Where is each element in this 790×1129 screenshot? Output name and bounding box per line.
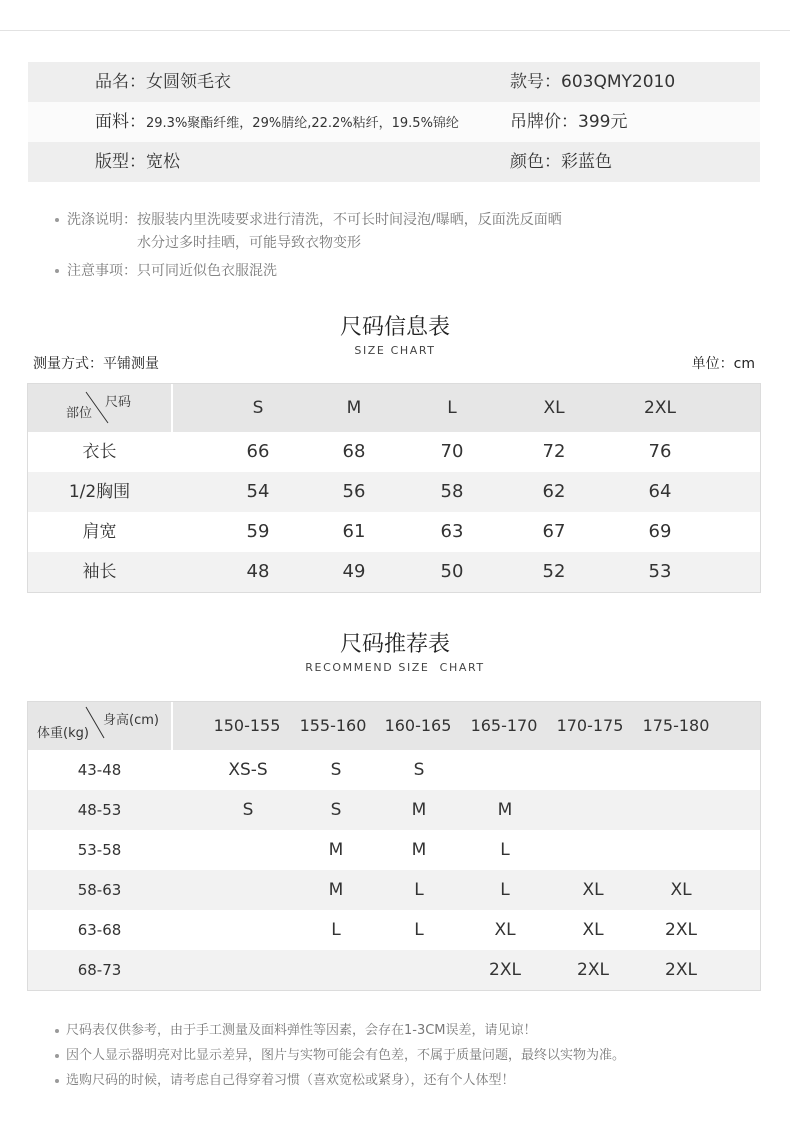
table-cell: M xyxy=(328,840,344,860)
table-row xyxy=(28,750,760,790)
table-cell: L xyxy=(414,920,424,940)
table-row xyxy=(28,790,760,830)
care-note-washing-text: 按服装内里洗唛要求进行清洗，不可长时间浸泡/曝晒，反面洗反面晒 xyxy=(137,212,562,228)
table-cell: 54 xyxy=(246,481,270,502)
table-cell: 52 xyxy=(542,561,566,582)
height-header: 170-175 xyxy=(556,716,624,735)
size-header: L xyxy=(447,398,457,418)
table-cell: 49 xyxy=(342,561,366,582)
height-header: 155-160 xyxy=(299,716,367,735)
recommend-chart-header-row xyxy=(28,702,760,750)
fit-value: 宽松 xyxy=(146,152,180,172)
table-cell: 70 xyxy=(440,441,464,462)
product-info-row xyxy=(28,62,760,102)
size-chart-header-row xyxy=(28,384,760,432)
fabric xyxy=(95,102,459,144)
table-row xyxy=(28,432,760,472)
table-cell: XL xyxy=(494,920,516,940)
table-cell: 48 xyxy=(246,561,270,582)
table-cell: L xyxy=(500,840,510,860)
corner-label-size: 尺码 xyxy=(105,395,132,410)
table-row xyxy=(28,830,760,870)
table-row xyxy=(28,950,760,990)
table-cell: 50 xyxy=(440,561,464,582)
table-cell: M xyxy=(411,840,427,860)
size-chart-table xyxy=(27,383,761,593)
tag-price-value: 399元 xyxy=(578,112,628,132)
care-note-caution-label: 注意事项： xyxy=(67,263,137,279)
recommend-chart-corner-cell xyxy=(28,702,173,750)
table-cell: 67 xyxy=(542,521,566,542)
size-chart-title: 尺码信息表 xyxy=(339,315,450,340)
table-cell: 59 xyxy=(246,521,270,542)
table-cell: S xyxy=(330,800,342,820)
row-label: 袖长 xyxy=(82,562,117,582)
table-cell: 68 xyxy=(342,441,366,462)
product-info-row xyxy=(28,102,760,142)
table-cell: 56 xyxy=(342,481,366,502)
fabric-label: 面料： xyxy=(95,112,146,132)
table-cell: 63 xyxy=(440,521,464,542)
product-name-value: 女圆领毛衣 xyxy=(146,72,231,92)
size-header: XL xyxy=(543,398,565,418)
recommend-chart-table xyxy=(27,701,761,991)
height-header: 160-165 xyxy=(384,716,452,735)
care-note-washing-continued: 水分过多时挂晒，可能导致衣物变形 xyxy=(137,235,361,251)
size-header: M xyxy=(346,398,362,418)
color xyxy=(510,142,612,182)
table-cell: M xyxy=(411,800,427,820)
table-cell: XL xyxy=(582,880,604,900)
fit-label: 版型： xyxy=(95,152,146,172)
height-header: 175-180 xyxy=(642,716,710,735)
tag-price xyxy=(510,102,627,142)
table-cell: L xyxy=(331,920,341,940)
corner-label-part: 部位 xyxy=(66,406,93,421)
table-cell: XL xyxy=(670,880,692,900)
product-info-panel xyxy=(28,62,760,182)
care-note-caution-text: 只可同近似色衣服混洗 xyxy=(137,263,277,279)
diagonal-divider xyxy=(28,384,171,432)
size-chart-subtitle: SIZE CHART xyxy=(354,344,436,357)
table-cell: 61 xyxy=(342,521,366,542)
table-cell: S xyxy=(413,760,425,780)
footer-note: 尺码表仅供参考，由于手工测量及面料弹性等因素，会存在1-3CM误差，请见谅！ xyxy=(66,1023,537,1038)
color-label: 颜色： xyxy=(510,152,561,172)
table-cell: 76 xyxy=(648,441,672,462)
care-note-washing-label: 洗涤说明： xyxy=(67,212,137,228)
top-divider xyxy=(0,30,790,31)
table-cell: M xyxy=(497,800,513,820)
measure-method: 测量方式：平铺测量 xyxy=(33,356,159,372)
footer-note: 选购尺码的时候，请考虑自己得穿着习惯（喜欢宽松或紧身），还有个人体型！ xyxy=(66,1073,515,1088)
table-cell: XL xyxy=(582,920,604,940)
size-header: S xyxy=(252,398,264,418)
table-cell: 69 xyxy=(648,521,672,542)
table-cell: 2XL xyxy=(665,960,697,980)
product-info-row xyxy=(28,142,760,182)
footer-note: 因个人显示器明亮对比显示差异，图片与实物可能会有色差，不属于质量问题，最终以实物为准。 xyxy=(66,1048,626,1063)
product-name xyxy=(95,62,231,102)
bullet-icon xyxy=(55,1054,59,1058)
row-label: 1/2胸围 xyxy=(68,482,131,502)
style-number-value: 603QMY2010 xyxy=(561,72,676,92)
fabric-value: 29.3%聚酯纤维，29%腈纶,22.2%粘纤，19.5%锦纶 xyxy=(146,116,459,131)
table-cell: L xyxy=(500,880,510,900)
fit xyxy=(95,142,180,182)
row-label: 53-58 xyxy=(77,841,122,859)
table-cell: XS-S xyxy=(228,760,268,780)
row-label: 衣长 xyxy=(82,442,117,462)
bullet-icon xyxy=(55,1079,59,1083)
table-cell: L xyxy=(414,880,424,900)
style-number xyxy=(510,62,675,102)
bullet-icon xyxy=(55,1029,59,1033)
bullet-icon xyxy=(55,218,59,222)
bullet-icon xyxy=(55,269,59,273)
table-row xyxy=(28,472,760,512)
row-label: 肩宽 xyxy=(82,522,117,542)
table-cell: 72 xyxy=(542,441,566,462)
table-cell: 2XL xyxy=(577,960,609,980)
height-header: 150-155 xyxy=(213,716,281,735)
table-row xyxy=(28,870,760,910)
table-cell: S xyxy=(242,800,254,820)
table-cell: 2XL xyxy=(665,920,697,940)
table-cell: 62 xyxy=(542,481,566,502)
table-row xyxy=(28,512,760,552)
style-number-label: 款号： xyxy=(510,72,561,92)
tag-price-label: 吊牌价： xyxy=(510,112,578,132)
care-note-washing xyxy=(67,210,562,230)
table-cell: M xyxy=(328,880,344,900)
row-label: 48-53 xyxy=(77,801,122,819)
size-header: 2XL xyxy=(644,398,676,418)
color-value: 彩蓝色 xyxy=(561,152,612,172)
unit-label: 单位：cm xyxy=(691,356,755,372)
product-name-label: 品名： xyxy=(95,72,146,92)
row-label: 58-63 xyxy=(77,881,122,899)
corner-label-weight: 体重(kg) xyxy=(37,726,89,741)
table-cell: S xyxy=(330,760,342,780)
row-label: 63-68 xyxy=(77,921,122,939)
height-header: 165-170 xyxy=(470,716,538,735)
table-row xyxy=(28,552,760,592)
table-cell: 53 xyxy=(648,561,672,582)
corner-label-height: 身高(cm) xyxy=(103,713,159,728)
table-cell: 58 xyxy=(440,481,464,502)
table-cell: 64 xyxy=(648,481,672,502)
table-cell: 66 xyxy=(246,441,270,462)
table-cell: 2XL xyxy=(489,960,521,980)
recommend-chart-subtitle: RECOMMEND SIZE CHART xyxy=(305,661,485,674)
row-label: 43-48 xyxy=(77,761,122,779)
care-note-caution xyxy=(67,261,277,281)
size-chart-corner-cell xyxy=(28,384,173,432)
table-row xyxy=(28,910,760,950)
recommend-chart-title: 尺码推荐表 xyxy=(339,632,450,657)
row-label: 68-73 xyxy=(77,961,122,979)
